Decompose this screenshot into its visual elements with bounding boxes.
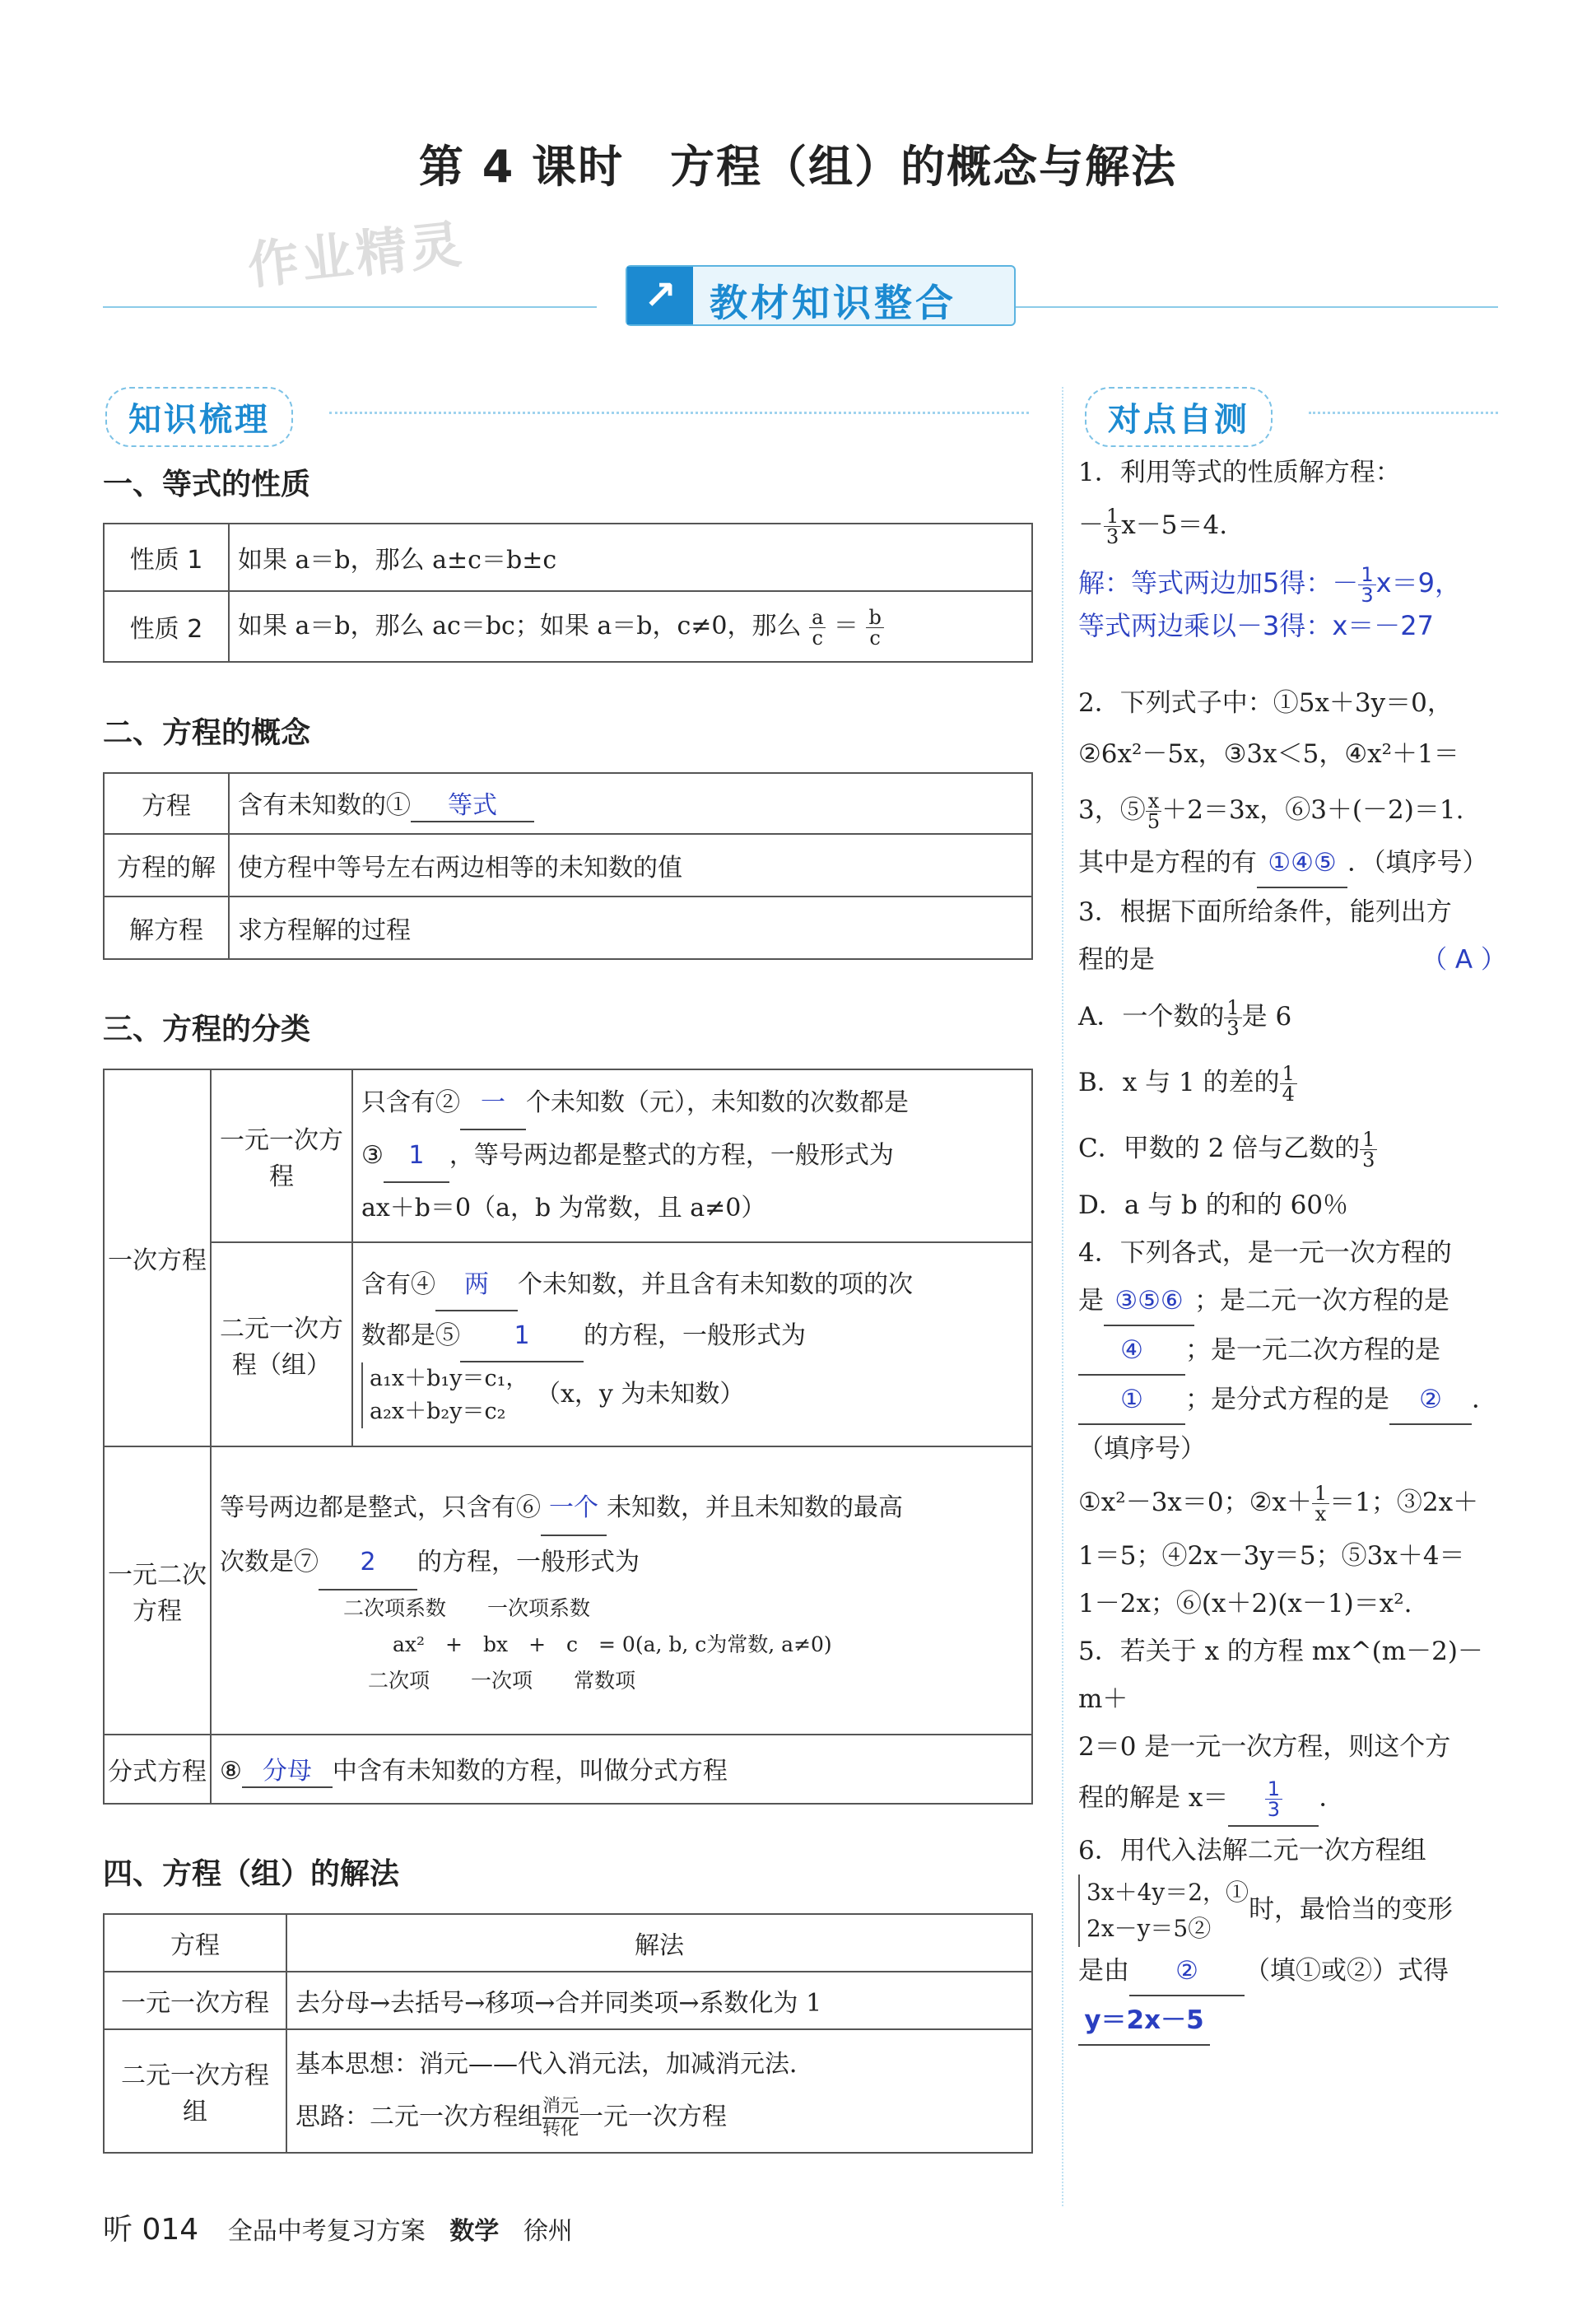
numerator: a xyxy=(809,608,826,628)
text: 是 6 xyxy=(1241,1001,1292,1032)
option-b xyxy=(1078,1050,1506,1115)
label: 一次项 xyxy=(471,1669,533,1693)
label: 常数项 xyxy=(574,1669,636,1693)
text: ． xyxy=(1319,1782,1345,1813)
coef-labels xyxy=(343,1590,1023,1627)
text: 个未知数（元），未知数的次数都是 xyxy=(526,1088,909,1117)
numerator: 1 xyxy=(1312,1483,1329,1504)
text: 一元一次方程 xyxy=(579,2103,728,2131)
row-text: 使方程中等号左右两边相等的未知数的值 xyxy=(229,834,1032,897)
row-label: 分式方程 xyxy=(104,1735,211,1804)
numerator: 1 xyxy=(1265,1779,1282,1800)
equation: 2x－y＝5② xyxy=(1086,1914,1212,1942)
q6-text xyxy=(1078,1996,1506,2046)
q6-text xyxy=(1078,1875,1506,1947)
text: ．（填序号） xyxy=(1347,847,1488,878)
text: 次数是⑦ xyxy=(220,1548,319,1577)
quad-desc xyxy=(211,1446,1032,1735)
s4-heading: 四、方程（组）的解法 xyxy=(103,1857,400,1891)
text: ①x²－3x＝0；②x＋ xyxy=(1078,1487,1312,1517)
option-c xyxy=(1078,1115,1506,1181)
quad-formula: ax² + bx + c = 0(a, b, c为常数, a≠0) xyxy=(393,1632,832,1656)
text: （填①或②）式得 xyxy=(1245,1955,1449,1986)
q1-answer xyxy=(1078,562,1506,646)
s3-heading: 三、方程的分类 xyxy=(103,1013,311,1046)
selftest-section-title: 对点自测 xyxy=(1085,387,1273,447)
answer-blank: 1 xyxy=(384,1130,449,1183)
answer: （ A ） xyxy=(1422,944,1506,975)
row-label: 解方程 xyxy=(104,897,229,959)
numerator: 1 xyxy=(1280,1064,1297,1084)
answer-blank: 1 xyxy=(460,1311,584,1362)
book-title: 全品中考复习方案 xyxy=(227,2217,426,2246)
numerator: 1 xyxy=(1358,565,1375,585)
answer-blank: ④ xyxy=(1078,1326,1185,1376)
subject: 数学 xyxy=(449,2217,500,2246)
row-text: 如果 a＝b，那么 ac＝bc；如果 a＝b，c≠0，那么 xyxy=(238,612,802,641)
row-text-cell xyxy=(286,2029,1032,2153)
text: 含有④ xyxy=(361,1270,435,1299)
equation: a₂x＋b₂y＝c₂ xyxy=(370,1399,506,1424)
row-text: 如果 a＝b，那么 a±c＝b±c xyxy=(229,524,1032,591)
two-var-desc xyxy=(352,1242,1032,1446)
q2-text xyxy=(1078,781,1506,839)
text: 等式两边乘以－3得：x＝－27 xyxy=(1078,609,1435,641)
page-title: 第 4 课时 方程（组）的概念与解法 xyxy=(418,141,1178,193)
arrow-icon: ↗ xyxy=(627,267,693,324)
text: 等号两边都是整式，只含有⑥ xyxy=(220,1493,541,1522)
banner-title: 教材知识整合 xyxy=(710,281,956,325)
answer-blank: 一 xyxy=(460,1078,526,1130)
answer-blank: 2 xyxy=(319,1536,417,1590)
text: 程的解是 x＝ xyxy=(1078,1782,1229,1813)
text: ③ xyxy=(361,1141,384,1170)
label: 转化 xyxy=(542,2119,579,2140)
watermark: 作业精灵 xyxy=(244,213,468,296)
denominator: 4 xyxy=(1282,1082,1295,1106)
city: 徐州 xyxy=(523,2217,573,2246)
text: ． xyxy=(1472,1384,1497,1414)
answer-blank: ② xyxy=(1129,1947,1245,1996)
q6-text: 6．用代入法解二元一次方程组 xyxy=(1078,1835,1426,1865)
q5-text: 5．若关于 x 的方程 mx^(m－2)－m＋ xyxy=(1078,1636,1483,1714)
denominator: 3 xyxy=(1226,1016,1240,1040)
text: 时，最恰当的变形 xyxy=(1249,1894,1454,1924)
label: 消元 xyxy=(542,2096,579,2119)
page-footer xyxy=(103,2206,573,2248)
row-label: 性质 1 xyxy=(104,524,229,591)
column-divider xyxy=(1062,387,1063,2206)
banner-rule-right xyxy=(1012,306,1498,308)
text: 程的是 xyxy=(1078,944,1155,975)
equals: ＝ xyxy=(833,612,858,641)
answer-blank: 等式 xyxy=(411,785,534,822)
denominator: 5 xyxy=(1147,809,1161,833)
text: 中含有未知数的方程，叫做分式方程 xyxy=(332,1757,728,1786)
denominator: 3 xyxy=(1361,583,1374,607)
numerator: x xyxy=(1146,791,1162,812)
q5-text: 2＝0 是一元一次方程，则这个方 xyxy=(1078,1731,1451,1762)
text: B．x 与 1 的差的 xyxy=(1078,1067,1280,1097)
q1-equation xyxy=(1078,496,1506,554)
text: 未知数，并且未知数的最高 xyxy=(607,1493,903,1522)
answer-blank: 两 xyxy=(435,1260,518,1311)
text: x－5＝4. xyxy=(1121,510,1228,540)
q2-text xyxy=(1078,839,1506,888)
row-text: 含有未知数的① xyxy=(238,791,411,820)
row-label: 方程的解 xyxy=(104,834,229,897)
fraction xyxy=(1104,506,1121,547)
selftest-questions xyxy=(1078,449,1506,2046)
q1-text: 1．利用等式的性质解方程： xyxy=(1078,458,1401,487)
frac-desc xyxy=(211,1735,1032,1804)
numerator: b xyxy=(866,608,883,628)
text: A．一个数的 xyxy=(1078,1001,1225,1032)
dotted-rule xyxy=(1309,412,1498,414)
q3-text xyxy=(1078,936,1506,984)
row-text-cell xyxy=(229,773,1032,834)
quad-diagram xyxy=(343,1590,1023,1699)
answer-blank: y＝2x－5 xyxy=(1078,1996,1210,2046)
text: 思路：二元一次方程组 xyxy=(295,2103,542,2131)
text: ，等号两边都是整式的方程，一般形式为 xyxy=(449,1141,894,1170)
text: ax＋b＝0（a，b 为常数，且 a≠0） xyxy=(361,1194,766,1223)
denominator: 3 xyxy=(1267,1797,1280,1821)
numerator: 1 xyxy=(1360,1129,1377,1150)
text: ＝1；③2x＋ xyxy=(1329,1487,1479,1517)
label: 一次项系数 xyxy=(487,1596,591,1620)
q4-text xyxy=(1078,1473,1506,1532)
option-d: D．a 与 b 的和的 60％ xyxy=(1078,1190,1349,1220)
knowledge-section-title: 知识梳理 xyxy=(105,387,293,447)
row-text: 求方程解的过程 xyxy=(229,897,1032,959)
text: 3，⑤ xyxy=(1078,794,1146,825)
text: x＝9， xyxy=(1375,567,1461,598)
q5-text xyxy=(1078,1771,1506,1827)
text: ⑧ xyxy=(220,1757,242,1786)
row-label: 性质 2 xyxy=(104,591,229,662)
text: 数都是⑤ xyxy=(361,1321,460,1350)
q4-text: （填序号） xyxy=(1078,1433,1206,1464)
q3-text: 3．根据下面所给条件，能列出方 xyxy=(1078,897,1452,927)
answer-blank: 分母 xyxy=(242,1750,333,1788)
answer-blank: ①④⑤ xyxy=(1257,839,1347,888)
q2-text: 2．下列式子中：①5x＋3y＝0， xyxy=(1078,687,1453,718)
q4-text xyxy=(1078,1376,1506,1425)
system-brace xyxy=(361,1362,528,1428)
label: 二次项 xyxy=(368,1669,430,1693)
concept-table xyxy=(103,772,1033,960)
row-text: 去分母→去括号→移项→合并同类项→系数化为 1 xyxy=(286,1972,1032,2029)
q6-text xyxy=(1078,1947,1506,1996)
text: ；是一元二次方程的是 xyxy=(1185,1334,1440,1365)
note: （x，y 为未知数） xyxy=(536,1380,745,1409)
text: 个未知数，并且含有未知数的项的次 xyxy=(518,1270,913,1299)
text: 解：等式两边加5得：－ xyxy=(1078,567,1359,598)
text: 基本思想：消元——代入消元法，加减消元法． xyxy=(295,2050,814,2079)
label: 二次项系数 xyxy=(343,1596,447,1620)
denominator: c xyxy=(812,626,823,650)
fraction xyxy=(1358,562,1375,607)
equation: a₁x＋b₁y＝c₁， xyxy=(370,1366,528,1391)
row-label: 一元二次方程 xyxy=(104,1446,211,1735)
text: 只含有② xyxy=(361,1088,460,1117)
text: ＋2＝3x，⑥3＋(－2)＝1. xyxy=(1161,794,1464,825)
page-number: 听 014 xyxy=(103,2213,199,2247)
fraction xyxy=(1224,995,1241,1040)
row-label: 一元一次方程 xyxy=(211,1069,352,1242)
answer-blank: ③⑤⑥ xyxy=(1104,1277,1194,1326)
answer-blank: 一个 xyxy=(541,1482,607,1536)
numerator: 1 xyxy=(1104,506,1121,527)
s2-heading: 二、方程的概念 xyxy=(103,716,311,750)
answer-blank xyxy=(1228,1771,1319,1827)
fraction xyxy=(1312,1483,1329,1524)
text: － xyxy=(1078,510,1104,540)
fraction xyxy=(1265,1779,1282,1819)
col-header: 解法 xyxy=(286,1914,1032,1972)
properties-table xyxy=(103,523,1033,663)
banner-rule-left xyxy=(103,306,597,308)
row-label: 二元一次方程（组） xyxy=(211,1242,352,1446)
q4-text: 1＝5；④2x－3y＝5；⑤3x＋4＝ xyxy=(1078,1540,1465,1571)
row-label: 二元一次方程组 xyxy=(104,2029,286,2153)
numerator: 1 xyxy=(1224,998,1241,1018)
q2-text: ②6x²－5x，③3x＜5，④x²＋1＝ xyxy=(1078,738,1459,769)
row-label: 一次方程 xyxy=(104,1069,211,1446)
col-header: 方程 xyxy=(104,1914,286,1972)
fraction xyxy=(1146,791,1162,831)
option-a xyxy=(1078,984,1506,1050)
text: 其中是方程的有 xyxy=(1078,847,1257,878)
fraction xyxy=(1360,1129,1377,1170)
arrow-label xyxy=(542,2096,579,2140)
q4-text xyxy=(1078,1277,1506,1326)
text: 的方程，一般形式为 xyxy=(417,1548,640,1577)
text: 的方程，一般形式为 xyxy=(584,1321,806,1350)
system-brace xyxy=(1078,1875,1249,1947)
answer-blank: ① xyxy=(1078,1376,1185,1425)
denominator: 3 xyxy=(1106,525,1119,548)
fraction xyxy=(1280,1061,1297,1106)
text: C．甲数的 2 倍与乙数的 xyxy=(1078,1133,1361,1163)
q4-text xyxy=(1078,1326,1506,1376)
text: ；是二元一次方程的是 xyxy=(1194,1285,1449,1316)
denominator: 3 xyxy=(1362,1148,1375,1171)
classification-table xyxy=(103,1069,1033,1805)
equation: 3x＋4y＝2，① xyxy=(1086,1878,1249,1906)
q4-text: 1－2x；⑥(x＋2)(x－1)＝x². xyxy=(1078,1588,1412,1618)
section-banner xyxy=(626,265,1016,326)
row-label: 一元一次方程 xyxy=(104,1972,286,2029)
answer-blank: ② xyxy=(1389,1376,1472,1425)
q4-text: 4．下列各式，是一元一次方程的 xyxy=(1078,1237,1452,1268)
row-label: 方程 xyxy=(104,773,229,834)
one-var-desc xyxy=(352,1069,1032,1242)
text: ；是分式方程的是 xyxy=(1185,1384,1389,1414)
s1-heading: 一、等式的性质 xyxy=(103,468,311,501)
fraction xyxy=(809,605,826,650)
text: 是由 xyxy=(1078,1955,1129,1986)
methods-table xyxy=(103,1913,1033,2154)
text: 是 xyxy=(1078,1285,1104,1316)
dotted-rule xyxy=(329,412,1029,414)
row-text-cell xyxy=(229,591,1032,662)
fraction xyxy=(866,605,883,650)
denominator: c xyxy=(869,626,881,650)
denominator: x xyxy=(1314,1502,1327,1525)
